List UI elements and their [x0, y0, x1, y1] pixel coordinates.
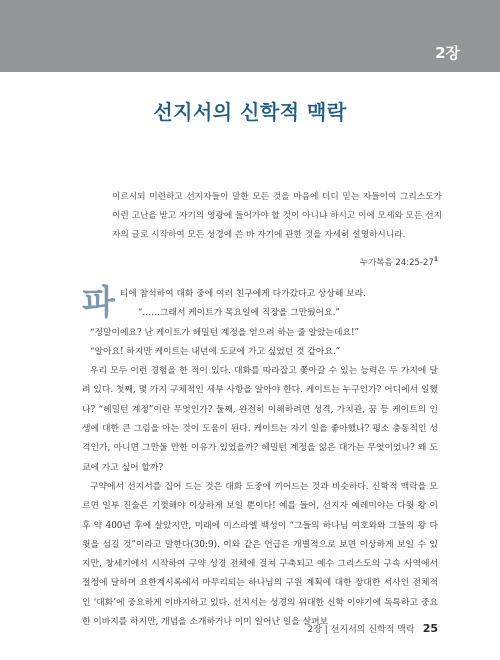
paragraph: 우리 모두 이런 경험을 한 적이 있다. 대화를 따라잡고 쫓아갈 수 있는 능력은 두 가지에 달려 있다. 첫째, 몇 가지 구체적인 세부 사항을 알아야 한다. 케이트는 누구인가? 어디에서 일했나? “헤밀턴 계정”이란 무엇인가? 둘째, 완전히 이해하려면 성격, 가치관, 꿈 등 케이트의 인생에 대한 큰 그림을 아는 것이 도움이 된다. 케이트는 자기 일을 좋아했나? 평소 충동적인 성격인가, 아니면 그만둘 만한 이유가 있었을까? 헤밀턴 계정을 잃은 대가는 무엇이었나? 왜 도쿄에 가고 싶어 할까? — [82, 366, 438, 473]
dialogue-line-2: “정말이에요? 난 케이트가 헤밀턴 계정을 얻으려 하는 줄 알았는데요!” — [90, 327, 360, 338]
drop-cap: 파 — [82, 283, 115, 323]
epigraph-reference — [360, 256, 438, 268]
epigraph-quote: 이르시되 미련하고 선지자들이 말한 모든 것을 마음에 더디 믿는 자들이여 그리스도가 이런 고난을 받고 자기의 영광에 들어가야 할 것이 아니냐 하시고 이에 모세와 모든 선지자의 글로 시작하여 모든 성경에 쓴 바 자기에 관한 것을 자세히 설명하시니라. — [112, 192, 442, 240]
paragraph-intro-text: 티에 참석하여 대화 중에 여러 친구에게 다가갔다고 상상해 보라. — [119, 289, 366, 299]
scripture-reference: 누가복음 24:25-27 — [359, 258, 434, 268]
chapter-label: 2장 — [435, 44, 460, 62]
dialogue-line-3: “알아요! 하지만 케이트는 내년에 도쿄에 가고 싶었던 것 같아요.” — [90, 346, 341, 357]
footnote-mark: 1 — [433, 256, 438, 264]
dialogue-line-1: “……그래서 케이트가 목요일에 직장을 그만뒀어요.” — [137, 308, 340, 319]
chapter-title: 선지서의 신학적 맥락 — [153, 100, 347, 124]
paragraph: 구약에서 선지서를 집어 드는 것은 대화 도중에 끼어드는 것과 비슷하다. 신학적 맥락을 모르면 일부 진술은 기껏해야 이상하게 보일 뿐이다! 예를 들어, 선지자 예레미야는 다윗 왕 이후 약 400년 후에 살았지만, 미래에 이스라엘 백성이 “그들의 하나님 여호와와 그들의 왕 다윗을 섬길 것”이라고 말한다(30:9). 이와 같은 언급은 개별적으로 보면 이상하게 보일 수 있지만, 창세기에서 시작하여 구약 성경 전체에 걸쳐 구축되고 예수 그리스도의 구속 사역에서 절정에 달하며 요한계시록에서 마무리되는 하나님의 구원 계획에 대한 장대한 서사인 전체적인 ‘대화’에 중요하게 이바지하고 있다. 선지서는 성경의 위대한 신학 이야기에 독특하고 중요한 이바지를 하지만, 개념을 소개하거나 이미 일어난 일을 살펴보 — [82, 481, 438, 628]
page-number: 25 — [422, 622, 438, 635]
page-footer — [308, 622, 438, 635]
body-text — [82, 285, 438, 632]
chapter-header-band — [0, 0, 500, 72]
running-title: 2장 | 선지서의 신학적 맥락 — [307, 625, 415, 635]
